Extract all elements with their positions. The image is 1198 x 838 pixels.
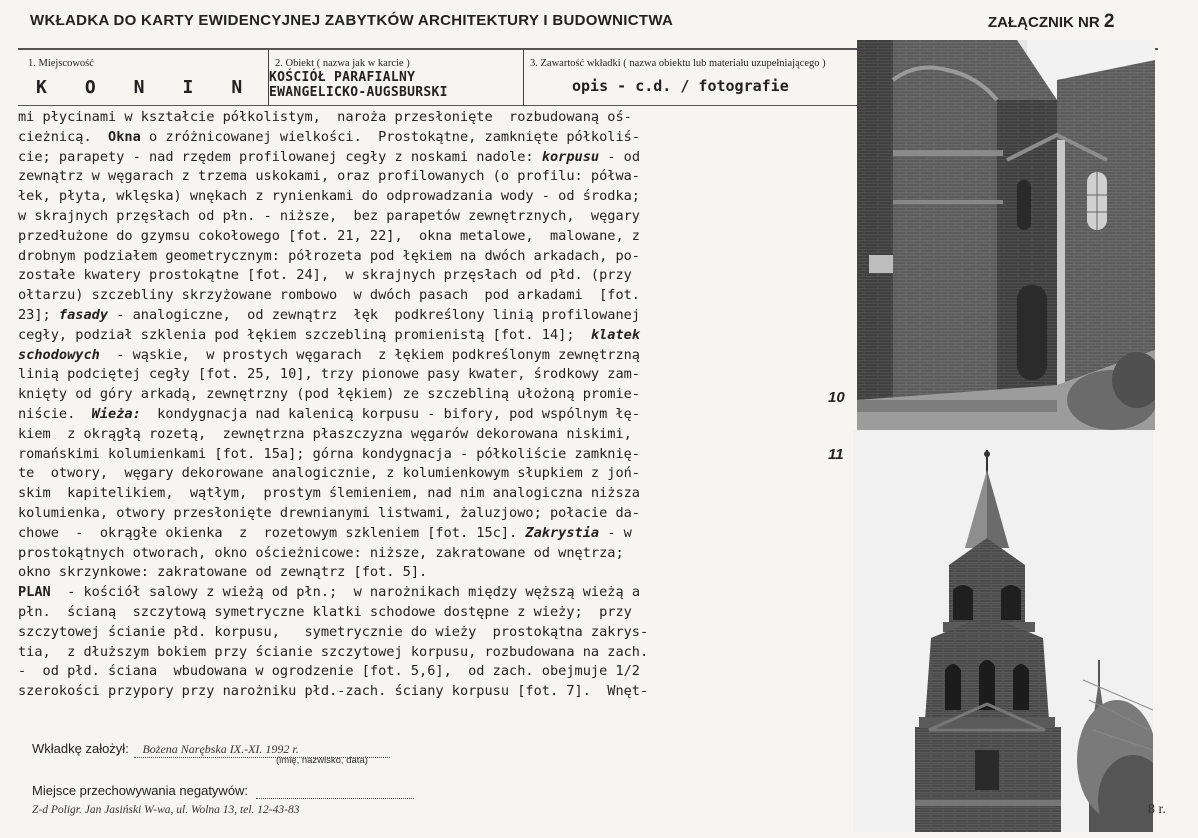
term-okna: Okna [108,128,141,145]
content-value: opis - c.d. / fotografie [572,77,789,95]
printer-imprint: Z-d Poligr. Jan Jasiński W-wa, ul. Wolna 13, tel. 12-43-83 [32,804,300,816]
text-line: prostokątnych otworach, okno ościeżnicowe: niższe, zakratowane od wnętrza; [18,544,624,561]
term-zakrystia: Zakrystia [525,524,600,541]
text-line: o zróżnicowanej wielkości. Prostokątne, zamknięte półkoliś- [140,128,641,145]
content-label: 3. Zawartość wkładki ( nazwa obiektu lub materiału uzupełniającego ) [530,58,826,69]
locality-value: KONIN [36,77,281,98]
text-line: łek, płyta, wklęska) wnękach z rynienkami do odprowadzania wody - od środka; [18,188,640,205]
text-line: przedłużone do gzymsu cokołowego [fot. 21, 22], okna metalowe, malowane, z [18,227,640,244]
text-line: knięty od góry arkadą, zewnętrzny (pod łękiem) ze szczebliną ułożoną promie- [18,386,640,403]
photo-number-10: 10 [828,389,845,406]
object-field [268,50,523,106]
annex-number: 2 [1103,11,1115,32]
text-line: drobnym podziałem geometrycznym: półrozeta pod łękiem na dwóch arkadach, po- [18,247,640,264]
text-line: okno skrzynkowe: zakratowane od zewnątrz [fot. 5]. [18,564,428,581]
photo-number-11: 11 [828,446,844,463]
text-line: - od płd. ściana wbudowana w ogrodzenie [fot. 5,6], od zach. obejmuje 1/2 [18,663,640,680]
text-line: płn. ścianą szczytową symetryczne klatki schodowe dostępne z wieży; przy [18,603,632,620]
term-korpusu: korpusu [541,148,600,165]
text-line: niście. [18,405,92,422]
object-label: 2. Obiekt ( nazwa jak w karcie ) [275,58,410,69]
text-line: 23]; [18,306,59,323]
sheet-title: WKŁADKA DO KARTY EWIDENCYJNEJ ZABYTKÓW ARCHITEKTURY I BUDOWNICTWA [30,12,674,29]
locality-field [18,50,281,106]
text-line: zostałe kwatery prostokątne [fot. 24], w skrajnych przęsłach od płd. (przy [18,267,632,284]
text-line: w skrajnych przęsłach od płn. - niższe, bez parapetów zewnętrznych, węgary [18,207,640,224]
author-hint: (imię, nazwisko, data) [276,755,368,766]
term-schodowych: schodowych [18,346,100,363]
text-line: zewnątrz w węgarach z trzema uskokami, oraz profilowanych (o profilu: półwa- [18,168,640,185]
corner-note: 8 r. [1148,802,1166,817]
object-value-line1: KOŚCIÓŁ PARAFIALNY [269,70,416,85]
content-field [523,50,860,106]
negatives-label: Miejsce przechowywania negatywów: [32,783,249,798]
text-line: romańskimi kolumienkami [fot. 15a]; górna kondygnacja - półkoliście zamknię- [18,445,640,462]
text-line: cie; parapety - nad rzędem profilowanej cegły z noskami nadole: [18,148,542,165]
text-line: szerokości przypory przy narożniku płd.-zach. ściany korpusu [fot. 7]. Wnęt- [18,683,649,700]
text-line: mi płycinami w kształcie półkolistym, naroża przesłonięte rozbudowaną oś- [18,109,632,125]
author-value: Bożena Narębska IX.-XI. 1992 r. [142,742,299,756]
text-line: cegły, podział szklenia pod łękiem szczebliną promienistą [fot. 14]; [18,326,591,343]
text-line: - w [599,524,632,541]
text-line: cieżnicą. [18,128,109,145]
text-line: kiem z okrągłą rozetą, zewnętrzna płaszczyzna węgarów dekorowana niskimi, [18,425,632,442]
text-line: tia, z dłuższym bokiem przy ścianie szczytowej korpusu, rozbudowana na zach. [18,643,649,660]
term-wieza: Wieża: [91,405,141,422]
text-line: kondygnacja nad kalenicą korpusu - bifory, pod wspólnym łę- [140,405,641,422]
text-line: kolumienka, otwory przesłonięte drewnianymi listwami, żaluzjowo; połacie da- [18,504,640,521]
text-line: ołtarzu) szczebliny skrzyżowane rombowo w dwóch pasach pod arkadami [fot. [18,287,640,304]
text-line: chowe - okrągłe okienka z rozetowym szkleniem [fot. 15c]. [18,524,526,541]
annex-label [988,11,1114,33]
text-line: - kościół salowy z wieżą od płn.; w narożnikach między węższą wieżą a [50,584,641,601]
author-label: Wkładkę założył: [32,741,129,756]
term-plan: PLAN [18,584,51,601]
term-klatek: klatek [590,326,640,343]
header-fields [18,50,860,106]
text-line: linią podciętej cegły [fot. 25, 10], trzy pionowe pasy kwater, środkowy zam- [18,366,640,383]
photo-church-tower [853,430,1153,832]
text-line: - analogiczne, od zewnątrz łęk podkreślony linią profilowanej [108,306,640,323]
negatives-line [32,783,414,799]
text-line: - wąskie, w prostych węgarach z łękiem podkreślonym zewnętrzną [99,346,640,363]
object-value-line2: EWANGELICKO-AUGSBURSKI [269,85,448,100]
locality-label: 1. Miejscowość [28,58,94,69]
text-line: te otwory, węgary dekorowane analogicznie, z kolumienkowym słupkiem z joń- [18,465,640,482]
annex-label-text: ZAŁĄCZNIK NR [988,14,1100,31]
description-text [18,108,790,702]
text-line: skim kapitelikiem, wątłym, prostym ślemieniem, nad nim analogiczna niższa [18,485,640,502]
photo-church-wall [857,40,1155,430]
text-line: - od [599,148,641,165]
text-line: szczytowej ścianie płd. korpusu, symetrycznie do wieży prostokątna zakrys- [18,623,649,640]
term-fasady: fasady [58,306,109,323]
